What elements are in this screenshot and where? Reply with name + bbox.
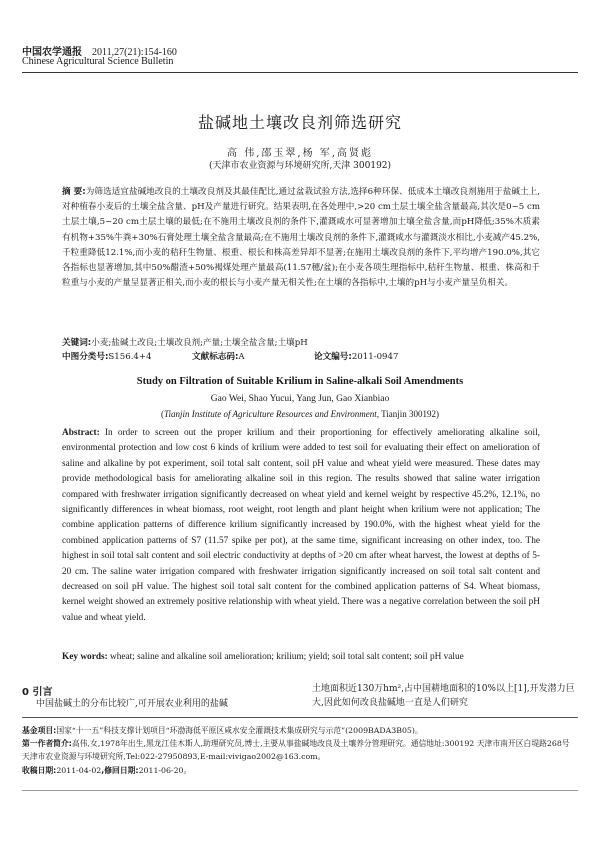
footnote-rule [22,717,578,718]
fund-note [22,724,578,737]
affiliation-en-city: , Tianjin 300192 [376,409,437,419]
affiliation-cn: (天津市农业资源与环境研究所,天津 300192) [208,161,392,171]
author-note [22,737,578,763]
authors-cn: 高 伟,邵玉翠,杨 军,高贤彪 [227,148,373,159]
document-code [192,350,245,364]
section-heading-introduction: 0 引言 [22,687,53,698]
article-no-value: 2011-0947 [351,352,399,362]
affiliation-en: (Tianjin Institute of Agriculture Resources and Environment, Tianjin 300192) [160,409,440,419]
fund-text: 国家“十一五”科技支撑计划项目“环渤海低平原区咸水安全灌溉技术集成研究与示范”(2009BADA3B05)。 [56,726,423,735]
keywords-cn-label: 关键词: [62,338,92,348]
received-label: 收稿日期: [22,765,57,775]
footnotes [22,724,578,777]
clc-value: S156.4+4 [108,352,152,362]
authors-en: Gao Wei, Shao Yucui, Yang Jun, Gao Xianbiao [210,394,390,404]
abstract-cn [62,185,540,291]
journal-name-en: Chinese Agricultural Science Bulletin [22,56,174,67]
abstract-en-label: Abstract: [62,428,100,438]
article-number [314,350,398,364]
intro-paragraph-left: 中国盐碱土的分布比较广,可开展农业利用的盐碱 [36,699,228,709]
intro-paragraph-right: 土地面积近130万hm²,占中国耕地面积的10%以上[1],开发潜力巨大,因此如何改良盐碱地一直是人们研究 [312,684,575,708]
abstract-en [62,426,540,626]
author-note-text: 高伟,女,1978年出生,黑龙江佳木斯人,助理研究员,博士,主要从事盐碱地改良及土壤养分管理研究。通信地址:300192 天津市南开区白堤路268号 天津市农业资源与环境研究所,Tel:022-27950893,E-mail:vivigao2002@163.com。 [22,739,570,762]
keywords-cn [62,336,540,350]
revised-date: 2011-06-20 [138,765,184,775]
keywords-en-label: Key words: [62,652,108,662]
affiliation-en-institute: Tianjin Institute of Agriculture Resources and Environment [163,409,377,419]
citation: 2011,27(21):154-160 [92,47,177,58]
article-no-label: 论文编号: [314,352,352,362]
revised-label: ,修回日期: [101,765,139,775]
header-rule [22,72,578,73]
clc-number [62,350,152,364]
fund-label: 基金项目: [22,726,57,735]
bottom-rule [22,790,578,791]
author-note-label: 第一作者简介: [22,739,72,749]
keywords-cn-text: 小麦;盐碱土改良;土壤改良剂;产量;土壤全盐含量;土壤pH [91,338,308,348]
abstract-cn-label: 摘 要: [62,187,86,197]
dates-end: 。 [183,765,192,775]
keywords-en-text: wheat; saline and alkaline soil amelioration; krilium; yield; soil total salt content; soil pH value [110,652,464,662]
doc-code-label: 文献标志码: [192,352,239,362]
article-title-cn: 盐碱地土壤改良剂筛选研究 [197,113,402,132]
doc-code-value: A [238,352,245,362]
clc-label: 中图分类号: [62,352,109,362]
received-date: 2011-04-02 [56,765,102,775]
keywords-en [62,650,540,664]
abstract-en-text: In order to screen out the proper krilium and their proportioning for effectively ameliorating alkaline soil, environmental protection and low cost 6 kinds of krilium were added to test soil for evaluating their effect on amelioration of saline and alkaline by pot experiment, soil total salt content, soil pH value and wheat yield were measured. These dates may provide methodological basis for ameliorating alkaline soil in this region. The results showed that saline water irrigation compared with freshwater irrigation significantly decreased on wheat yield and kernel weight by respective 45.2%, 12.1%, no significantly differences in wheat biomass, root weight, root length and plant height when krilium were not application; The combine application patterns of difference krilium significantly increased by 190.0%, with the highest wheat yield for the combined application patterns of S7 (11.57 spike per pot), at the same time, significant increasing on other index, too. The highest in soil total salt content and soil electric conductivity at depths of >20 cm after wheat harvest, the lowest at depths of 5-20 cm. The saline water irrigation compared with freshwater irrigation significantly increased on soil total salt content and decreased on soil pH value. The highest soil total salt content for the combined application patterns of S4. Wheat biomass, kernel weight showed an extremely positive relationship with wheat yield. There was a negative correlation between the soil pH value and wheat yield. [62,428,540,623]
article-title-en: Study on Filtration of Suitable Krilium in Saline-alkali Soil Amendments [136,376,464,387]
abstract-cn-text: 为筛选适宜盐碱地改良的土壤改良剂及其最佳配比,通过盆栽试验方法,选择6种环保、低成本土壤改良剂施用于盐碱土上,对种植春小麦后的土壤全盐含量、pH及产量进行研究。结果表明,在各处理中,>20 cm土层土壤全盐含量最高,其次是0~5 cm土层土壤,5~20 cm土层土壤的最低;在不施用土壤改良剂的条件下,灌溉咸水可显著增加土壤全盐含量,而pH降低;35%木质素有机物+35%牛粪+30%石膏处理土壤全盐含量最高;在不施用土壤改良剂的条件下,灌溉咸水与灌溉淡水相比,小麦减产45.2%,千粒重降低12.1%,而小麦的秸秆生物量、根重、根长和株高差异却不显著;在施用土壤改良剂的条件下,平均增产190.0%,其它各指标也显著增加,其中50%醋渣+50%褐煤处理产量最高(11.57穗/盆);在小麦各项生理指标中,秸秆生物量、根重、株高和千粒重与小麦的产量呈显著正相关,而小麦的根长与小麦产量无相关性;在土壤的各指标中,土壤的pH与小麦产量呈负相关。 [62,187,540,289]
journal-title-cn: 中国农学通报 [22,47,82,58]
dates-note [22,764,578,777]
